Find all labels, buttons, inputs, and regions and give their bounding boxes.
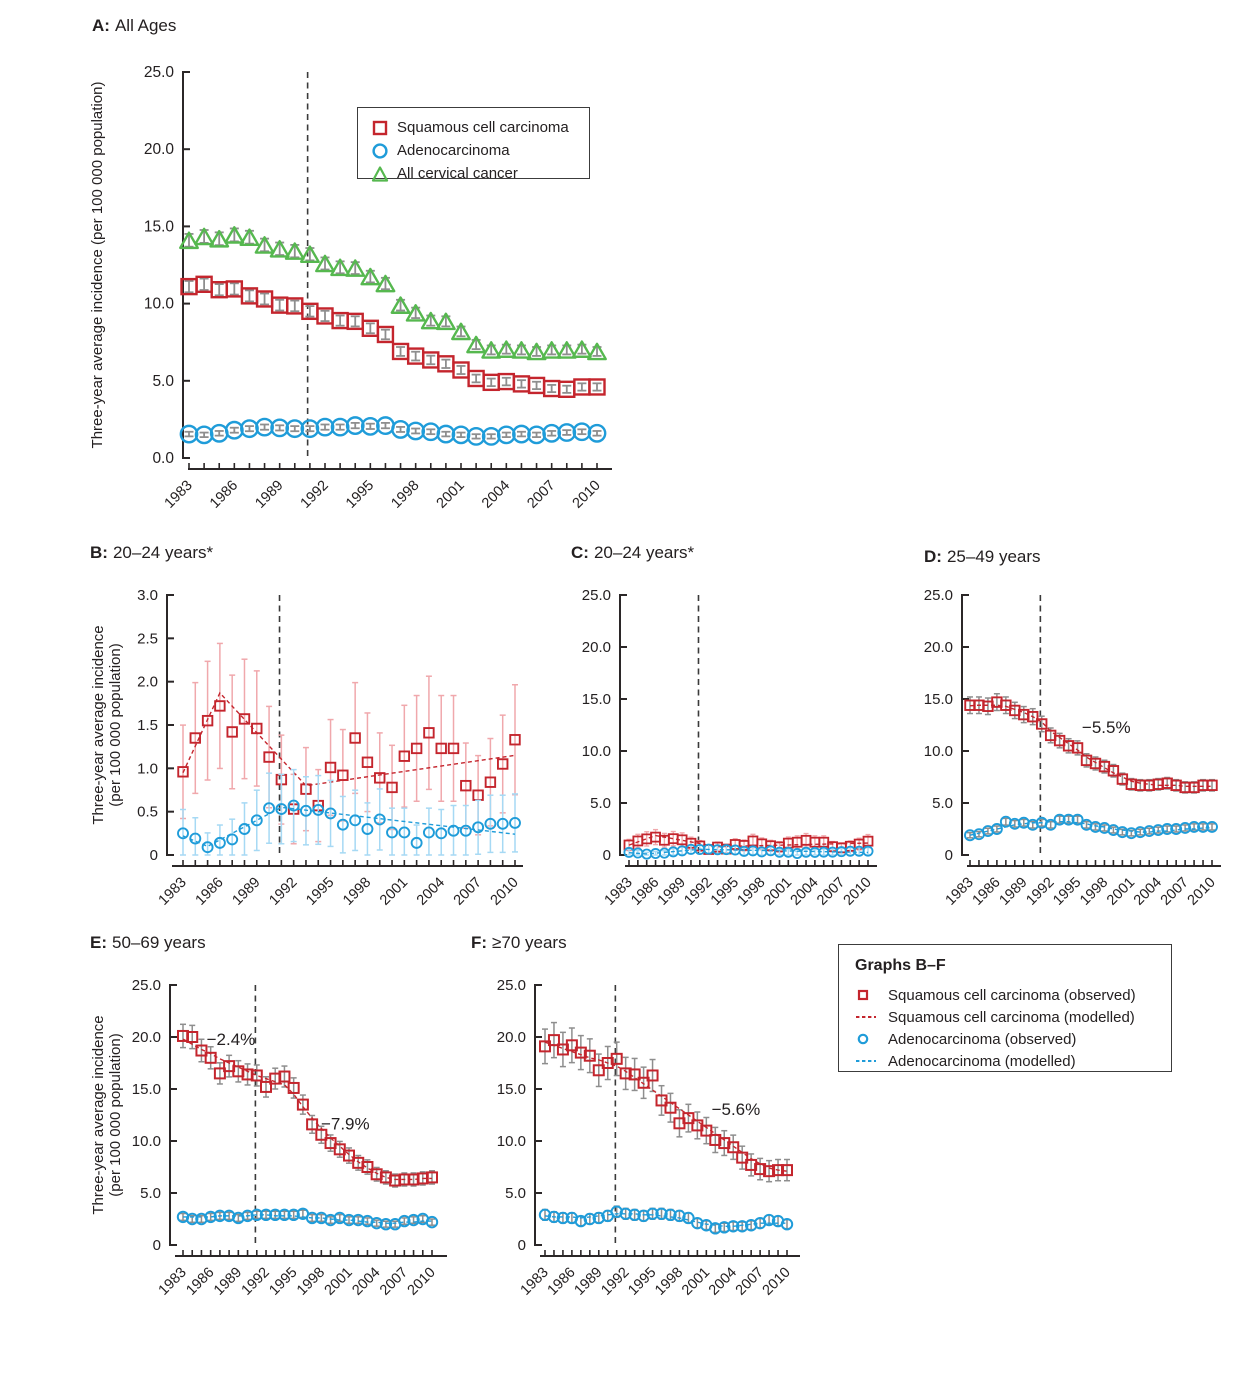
square-marker-icon xyxy=(855,987,879,1003)
svg-text:15.0: 15.0 xyxy=(143,218,174,236)
svg-text:1989: 1989 xyxy=(211,1264,246,1299)
svg-text:2004: 2004 xyxy=(1130,874,1166,909)
svg-text:−5.6%: −5.6% xyxy=(711,1099,761,1119)
svg-text:0: 0 xyxy=(602,847,611,864)
svg-text:2010: 2010 xyxy=(404,1264,439,1299)
svg-text:1983: 1983 xyxy=(601,874,636,909)
svg-text:1998: 1998 xyxy=(1077,874,1112,909)
legend-bf-title: Graphs B–F xyxy=(855,957,946,974)
legend-item-adeno-label: Adenocarcinoma xyxy=(397,142,510,159)
svg-text:1995: 1995 xyxy=(303,874,338,909)
panel-b-ylabel-line1: Three-year average incidence xyxy=(90,625,107,825)
svg-text:25.0: 25.0 xyxy=(496,977,526,994)
svg-text:−2.4%: −2.4% xyxy=(206,1030,256,1050)
legend-all-ages xyxy=(357,107,590,182)
panel-f-title-prefix: F: xyxy=(471,933,488,952)
panel-c-title-prefix: C: xyxy=(571,543,589,562)
panel-D-series-0 xyxy=(965,694,1217,793)
svg-text:2001: 2001 xyxy=(679,1264,714,1299)
blue-dashed-line-icon xyxy=(855,1053,879,1069)
svg-text:25.0: 25.0 xyxy=(143,64,174,81)
panel-b-ylabel-line2: (per 100 000 population) xyxy=(107,643,124,807)
svg-text:2004: 2004 xyxy=(349,1264,384,1299)
svg-text:1995: 1995 xyxy=(1050,874,1085,909)
svg-text:2007: 2007 xyxy=(814,874,849,909)
svg-text:2010: 2010 xyxy=(1184,874,1219,909)
panel-d-title xyxy=(924,547,1041,567)
svg-text:2007: 2007 xyxy=(450,874,485,909)
legend-bf-item-scc-observed-label: Squamous cell carcinoma (observed) xyxy=(888,986,1136,1004)
svg-text:10.0: 10.0 xyxy=(923,743,953,760)
svg-text:2001: 2001 xyxy=(433,477,468,512)
svg-text:2004: 2004 xyxy=(787,874,822,909)
panel-f-title xyxy=(471,933,567,953)
panel-E-series-1 xyxy=(178,1209,437,1230)
panel-e-ylabel-line2: (per 100 000 population) xyxy=(107,1033,124,1197)
svg-text:1986: 1986 xyxy=(969,874,1004,909)
svg-text:1989: 1989 xyxy=(229,874,264,909)
svg-text:15.0: 15.0 xyxy=(496,1081,526,1098)
legend-item-allcervical xyxy=(370,162,579,185)
legend-graphs-bf xyxy=(838,944,1172,1072)
legend-bf-item-adeno-modelled xyxy=(855,1050,1161,1072)
svg-text:2.5: 2.5 xyxy=(137,630,158,648)
svg-text:15.0: 15.0 xyxy=(131,1081,161,1098)
svg-text:5.0: 5.0 xyxy=(932,795,953,812)
svg-text:1989: 1989 xyxy=(654,874,689,909)
svg-text:1989: 1989 xyxy=(252,477,287,512)
svg-text:1998: 1998 xyxy=(652,1264,687,1299)
svg-text:1998: 1998 xyxy=(734,874,769,909)
legend-bf-item-scc-observed xyxy=(855,984,1161,1006)
svg-text:1986: 1986 xyxy=(192,874,227,909)
svg-text:1983: 1983 xyxy=(161,477,196,512)
svg-text:1992: 1992 xyxy=(598,1264,633,1299)
svg-text:5.0: 5.0 xyxy=(505,1185,526,1202)
svg-text:2001: 2001 xyxy=(1104,874,1139,909)
svg-text:2004: 2004 xyxy=(413,874,449,909)
svg-text:1992: 1992 xyxy=(238,1264,273,1299)
panel-e-ylabel-line1: Three-year average incidence xyxy=(90,1015,107,1215)
svg-text:1998: 1998 xyxy=(294,1264,329,1299)
svg-text:1986: 1986 xyxy=(544,1264,579,1299)
svg-text:1983: 1983 xyxy=(942,874,977,909)
svg-text:1992: 1992 xyxy=(1023,874,1058,909)
svg-text:0: 0 xyxy=(517,1237,526,1254)
panel-E-plot xyxy=(132,977,447,1299)
svg-text:1986: 1986 xyxy=(183,1264,218,1299)
panel-A-series-1 xyxy=(181,417,605,444)
svg-text:2007: 2007 xyxy=(524,477,559,512)
svg-text:2010: 2010 xyxy=(840,874,875,909)
svg-text:1992: 1992 xyxy=(681,874,716,909)
panel-c-title-text: 20–24 years* xyxy=(593,543,695,562)
svg-text:15.0: 15.0 xyxy=(923,691,953,708)
circle-marker-icon xyxy=(855,1031,879,1047)
svg-text:−5.5%: −5.5% xyxy=(1081,718,1131,738)
panel-f-title-text: ≥70 years xyxy=(492,933,567,952)
svg-text:20.0: 20.0 xyxy=(131,1029,161,1046)
svg-text:2001: 2001 xyxy=(761,874,796,909)
svg-text:1995: 1995 xyxy=(625,1264,660,1299)
svg-text:1986: 1986 xyxy=(207,477,242,512)
panel-b-title xyxy=(90,543,213,563)
svg-text:2004: 2004 xyxy=(479,477,514,512)
panel-D-plot xyxy=(924,587,1221,909)
legend-bf-item-scc-modelled-label: Squamous cell carcinoma (modelled) xyxy=(888,1008,1135,1026)
svg-text:2010: 2010 xyxy=(487,874,522,909)
svg-text:1989: 1989 xyxy=(996,874,1031,909)
svg-text:2007: 2007 xyxy=(732,1264,767,1299)
svg-text:1995: 1995 xyxy=(266,1264,301,1299)
panel-b-title-text: 20–24 years* xyxy=(112,543,214,562)
svg-text:20.0: 20.0 xyxy=(143,141,174,159)
svg-text:1.5: 1.5 xyxy=(137,717,158,734)
svg-text:25.0: 25.0 xyxy=(923,587,953,604)
svg-text:10.0: 10.0 xyxy=(143,295,174,313)
svg-text:−7.9%: −7.9% xyxy=(320,1114,370,1134)
svg-text:15.0: 15.0 xyxy=(581,691,611,708)
svg-text:1983: 1983 xyxy=(517,1264,552,1299)
red-dashed-line-icon xyxy=(855,1009,879,1025)
svg-text:0.5: 0.5 xyxy=(137,803,158,821)
svg-text:5.0: 5.0 xyxy=(140,1185,161,1202)
square-marker-icon xyxy=(370,119,390,137)
legend-bf-item-adeno-observed-label: Adenocarcinoma (observed) xyxy=(888,1030,1077,1048)
svg-text:2010: 2010 xyxy=(759,1264,794,1299)
svg-text:10.0: 10.0 xyxy=(581,743,611,760)
svg-text:1995: 1995 xyxy=(343,477,378,512)
svg-text:1989: 1989 xyxy=(571,1264,606,1299)
panel-D-series-1 xyxy=(965,815,1217,841)
svg-text:1992: 1992 xyxy=(266,874,301,909)
panel-c-title xyxy=(571,543,694,563)
svg-text:0: 0 xyxy=(152,1237,161,1254)
legend-item-squamous-label: Squamous cell carcinoma xyxy=(397,119,569,136)
svg-text:5.0: 5.0 xyxy=(152,372,174,390)
svg-text:1998: 1998 xyxy=(340,874,375,909)
circle-marker-icon xyxy=(370,142,390,160)
svg-text:2004: 2004 xyxy=(705,1264,741,1299)
svg-text:20.0: 20.0 xyxy=(496,1029,526,1046)
svg-text:2010: 2010 xyxy=(569,477,604,512)
svg-text:20.0: 20.0 xyxy=(923,639,953,656)
panel-b-ylabel xyxy=(90,575,126,875)
panel-a-title-text: All Ages xyxy=(114,16,177,35)
svg-text:10.0: 10.0 xyxy=(496,1133,526,1150)
svg-text:25.0: 25.0 xyxy=(131,977,161,994)
panel-C-plot xyxy=(582,587,877,909)
legend-bf-item-adeno-modelled-label: Adenocarcinoma (modelled) xyxy=(888,1052,1076,1070)
svg-text:1.0: 1.0 xyxy=(137,760,158,778)
svg-text:2007: 2007 xyxy=(1157,874,1192,909)
svg-text:1998: 1998 xyxy=(388,477,423,512)
svg-text:0: 0 xyxy=(944,847,953,864)
panel-d-title-text: 25–49 years xyxy=(946,547,1041,566)
panel-a-ylabel: Three-year average incidence (per 100 000 population) xyxy=(89,81,106,449)
svg-text:2.0: 2.0 xyxy=(137,673,158,691)
svg-text:1986: 1986 xyxy=(628,874,663,909)
svg-text:3.0: 3.0 xyxy=(137,587,158,604)
legend-item-allcervical-label: All cervical cancer xyxy=(397,165,518,182)
svg-text:2001: 2001 xyxy=(321,1264,356,1299)
panel-a-title-prefix: A: xyxy=(92,16,110,35)
svg-text:0.0: 0.0 xyxy=(152,450,174,467)
panel-B-series-0 xyxy=(178,643,520,843)
svg-text:20.0: 20.0 xyxy=(581,639,611,656)
panel-e-title-prefix: E: xyxy=(90,933,107,952)
panel-B-plot xyxy=(137,587,523,909)
svg-text:5.0: 5.0 xyxy=(590,795,611,812)
legend-item-squamous xyxy=(370,116,579,139)
svg-text:1995: 1995 xyxy=(707,874,743,909)
svg-text:2007: 2007 xyxy=(377,1264,412,1299)
panel-d-title-prefix: D: xyxy=(924,547,942,566)
legend-bf-item-scc-modelled xyxy=(855,1006,1161,1028)
panel-F-plot xyxy=(497,977,800,1299)
panel-b-title-prefix: B: xyxy=(90,543,108,562)
svg-text:1983: 1983 xyxy=(155,874,190,909)
svg-text:0: 0 xyxy=(149,847,158,864)
svg-text:2001: 2001 xyxy=(377,874,412,909)
panel-e-ylabel xyxy=(90,965,126,1265)
panel-F-series-1 xyxy=(540,1206,792,1233)
svg-text:1983: 1983 xyxy=(155,1264,190,1299)
panel-e-title-text: 50–69 years xyxy=(112,933,206,952)
legend-item-adeno xyxy=(370,139,579,162)
panel-A-series-0 xyxy=(182,277,605,397)
panel-a-title xyxy=(92,16,176,36)
svg-text:1992: 1992 xyxy=(297,477,332,512)
triangle-marker-icon xyxy=(370,165,390,183)
panel-e-title xyxy=(90,933,206,953)
legend-bf-item-adeno-observed xyxy=(855,1028,1161,1050)
svg-text:10.0: 10.0 xyxy=(131,1133,161,1150)
panel-B-series-1 xyxy=(178,770,520,855)
svg-text:25.0: 25.0 xyxy=(581,587,611,604)
